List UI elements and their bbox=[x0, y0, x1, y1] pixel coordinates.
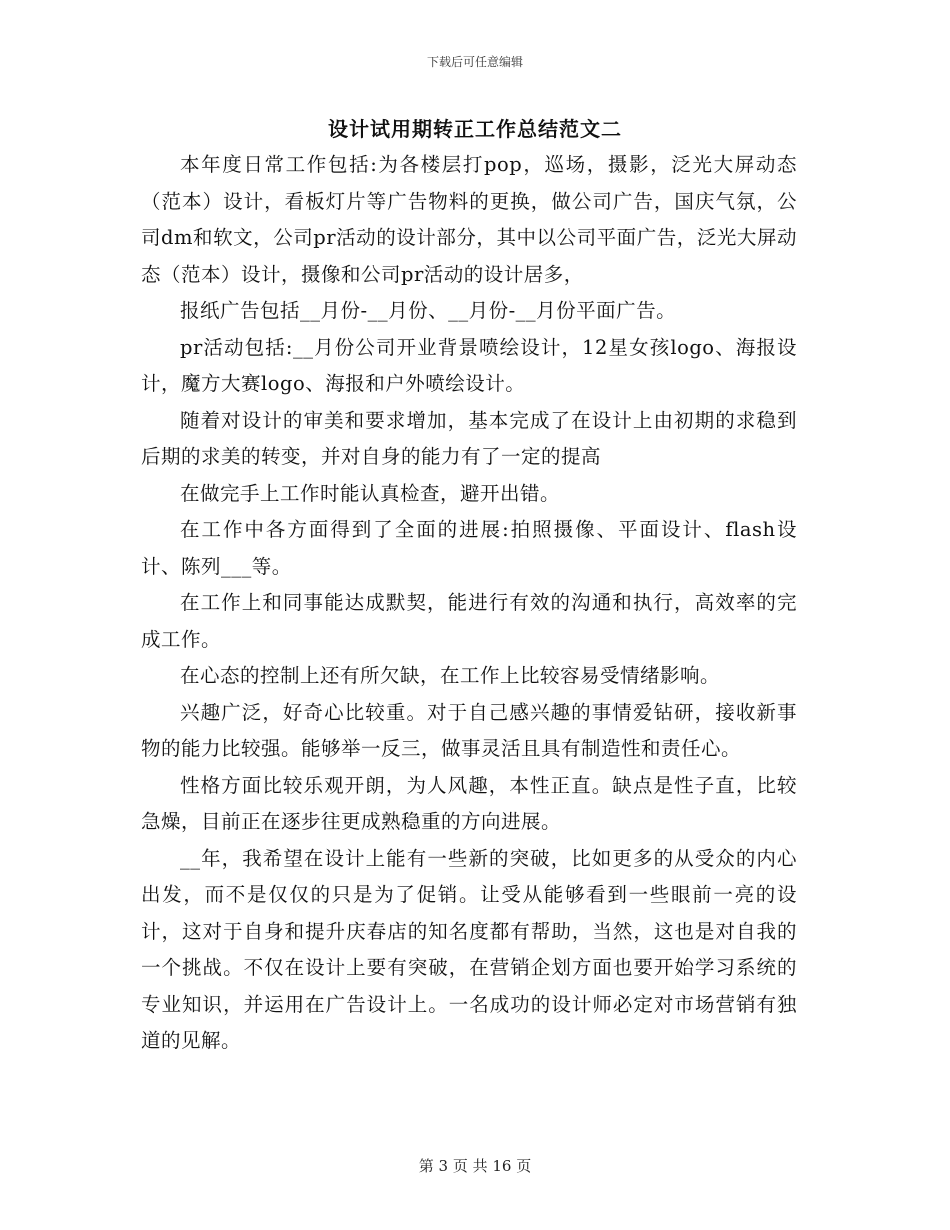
download-note: 下载后可任意编辑 bbox=[426, 55, 523, 69]
paragraph-skill-growth: 在工作中各方面得到了全面的进展:拍照摄像、平面设计、flash设计、陈列___等。 bbox=[141, 518, 797, 578]
paragraph-design-progress: 随着对设计的审美和要求增加，基本完成了在设计上由初期的求稳到后期的求美的转变，并对自身的能力有了一定的提高 bbox=[141, 408, 797, 468]
paragraph-pr-activities: pr活动包括:__月份公司开业背景喷绘设计，12星女孩logo、海报设计，魔方大赛logo、海报和户外喷绘设计。 bbox=[141, 335, 797, 395]
paragraph-daily-work: 本年度日常工作包括:为各楼层打pop，巡场，摄影，泛光大屏动态（范本）设计，看板灯片等广告物料的更换，做公司广告，国庆气氛，公司dm和软文，公司pr活动的设计部分，其中以公司平面广告，泛光大屏动态（范本）设计，摄像和公司pr活动的设计居多， bbox=[141, 153, 797, 286]
paragraph-interests: 兴趣广泛，好奇心比较重。对于自己感兴趣的事情爱钻研，接收新事物的能力比较强。能够举一反三，做事灵活且具有制造性和责任心。 bbox=[141, 700, 797, 760]
paragraph-careful-check: 在做完手上工作时能认真检查，避开出错。 bbox=[180, 481, 561, 505]
paragraph-personality: 性格方面比较乐观开朗，为人风趣，本性正直。缺点是性子直，比较急燥，目前正在逐步往更成熟稳重的方向进展。 bbox=[141, 773, 797, 833]
page-number: 第 3 页 共 16 页 bbox=[418, 1157, 532, 1175]
paragraph-newspaper-ads: 报纸广告包括__月份-__月份、__月份-__月份平面广告。 bbox=[180, 299, 677, 322]
paragraph-mindset: 在心态的控制上还有所欠缺，在工作上比较容易受情绪影响。 bbox=[180, 664, 721, 687]
paragraph-future-goals: __年，我希望在设计上能有一些新的突破，比如更多的从受众的内心出发，而不是仅仅的只是为了促销。让受从能够看到一些眼前一亮的设计，这对于自身和提升庆春店的知名度都有帮助，当然，这也是对自我的一个挑战。不仅在设计上要有突破，在营销企划方面也要开始学习系统的专业知识，并运用在广告设计上。一名成功的设计师必定对市场营销有独道的见解。 bbox=[141, 846, 797, 1052]
document-title: 设计试用期转正工作总结范文二 bbox=[328, 117, 622, 141]
paragraph-teamwork: 在工作上和同事能达成默契，能进行有效的沟通和执行，高效率的完成工作。 bbox=[141, 591, 797, 651]
document-body bbox=[141, 147, 797, 1060]
